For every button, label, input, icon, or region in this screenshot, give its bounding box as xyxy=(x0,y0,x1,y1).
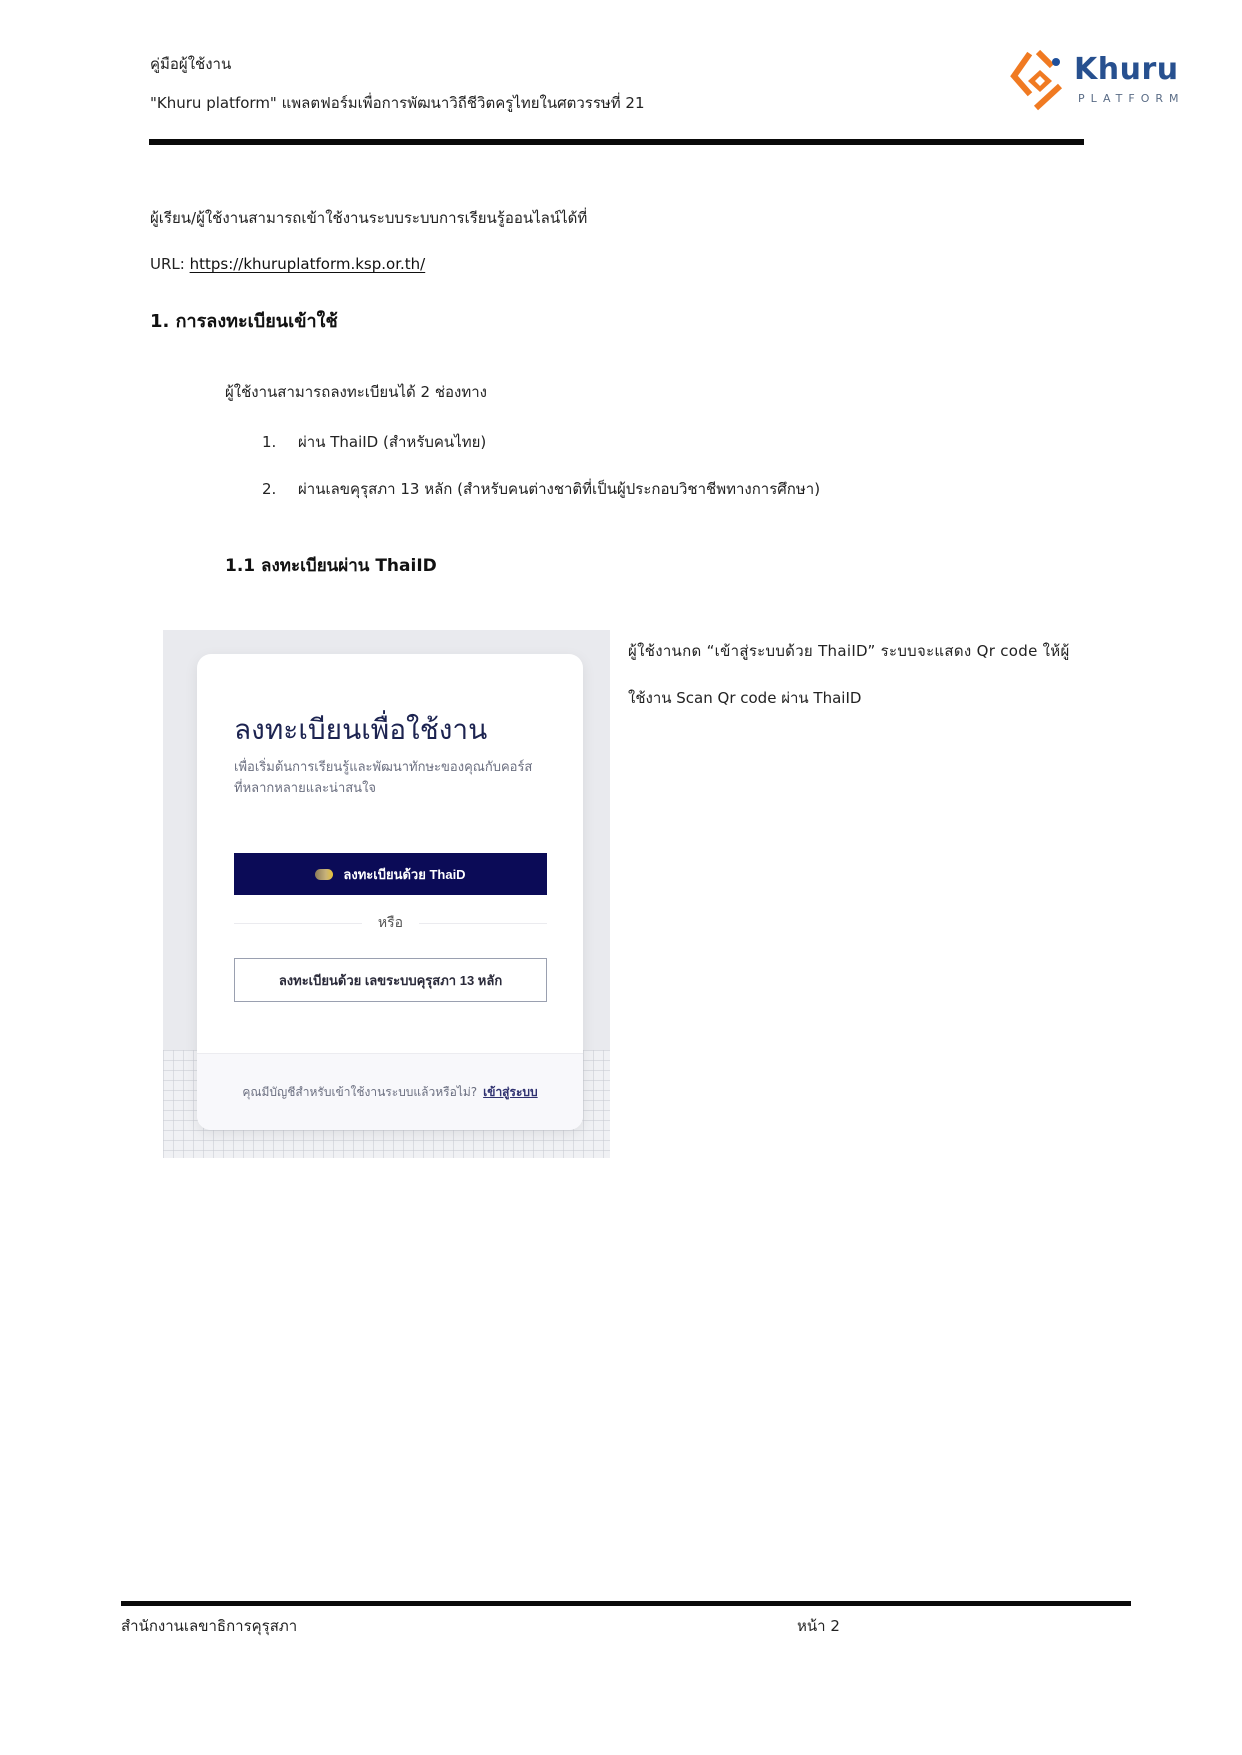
login-link[interactable]: เข้าสู่ระบบ xyxy=(483,1085,538,1099)
logo-subtext: PLATFORM xyxy=(1078,92,1185,105)
description-text-line2: ใช้งาน Scan Qr code ผ่าน ThaiID xyxy=(628,689,862,707)
list-item xyxy=(262,477,820,501)
document-subtitle: "Khuru platform" แพลตฟอร์มเพื่อการพัฒนาวิถีชีวิตครูไทยในศตวรรษที่ 21 xyxy=(150,94,645,112)
list-number: 1. xyxy=(262,433,277,451)
page-number: หน้า 2 xyxy=(797,1617,840,1635)
thaid-logo-icon xyxy=(315,869,333,880)
divider-line xyxy=(419,923,547,924)
register-thaid-button[interactable] xyxy=(234,853,547,895)
card-subtitle: เพื่อเริ่มต้นการเรียนรู้และพัฒนาทักษะของคุณกับคอร์สที่หลากหลายและน่าสนใจ xyxy=(234,760,533,796)
header-divider xyxy=(149,139,1084,145)
card-title: ลงทะเบียนเพื่อใช้งาน xyxy=(234,713,488,746)
divider-line xyxy=(234,923,362,924)
register-ksp-number-button[interactable]: ลงทะเบียนด้วย เลขระบบคุรุสภา 13 หลัก xyxy=(234,958,547,1002)
registration-card xyxy=(197,654,583,1130)
list-item xyxy=(262,430,486,454)
list-text: ผ่านเลขคุรุสภา 13 หลัก (สำหรับคนต่างชาติที่เป็นผู้ประกอบวิชาชีพทางการศึกษา) xyxy=(298,480,821,498)
logo-wordmark: Khuru xyxy=(1074,52,1179,87)
url-label: URL: xyxy=(150,255,190,273)
list-text: ผ่าน ThaiID (สำหรับคนไทย) xyxy=(298,433,487,451)
list-number: 2. xyxy=(262,480,277,498)
khuru-platform-logo xyxy=(1008,48,1185,114)
subsection-heading-thaid: 1.1 ลงทะเบียนผ่าน ThaiID xyxy=(225,556,437,576)
registration-screenshot xyxy=(163,630,610,1158)
card-footer xyxy=(197,1053,583,1130)
or-divider xyxy=(234,913,547,933)
description-text-line1: ผู้ใช้งานกด “เข้าสู่ระบบด้วย ThaiID” ระบบจะแสดง Qr code ให้ผู้ xyxy=(628,642,1070,660)
manual-title: คู่มือผู้ใช้งาน xyxy=(150,55,232,73)
channels-intro: ผู้ใช้งานสามารถลงทะเบียนได้ 2 ช่องทาง xyxy=(225,383,487,401)
section-heading-registration: 1. การลงทะเบียนเข้าใช้ xyxy=(150,311,338,332)
footer-organization: สำนักงานเลขาธิการคุรุสภา xyxy=(121,1617,298,1635)
platform-url-link[interactable]: https://khuruplatform.ksp.or.th/ xyxy=(189,255,426,273)
or-label: หรือ xyxy=(377,915,404,931)
register-thaid-label: ลงทะเบียนด้วย ThaiD xyxy=(343,866,466,882)
footer-question: คุณมีบัญชีสำหรับเข้าใช้งานระบบแล้วหรือไม่? xyxy=(242,1085,478,1099)
url-row xyxy=(150,255,425,273)
intro-text: ผู้เรียน/ผู้ใช้งานสามารถเข้าใช้งานระบบระบบการเรียนรู้ออนไลน์ได้ที่ xyxy=(150,209,588,227)
footer-divider xyxy=(121,1601,1131,1606)
khuru-diamond-logo-icon xyxy=(1008,48,1072,114)
